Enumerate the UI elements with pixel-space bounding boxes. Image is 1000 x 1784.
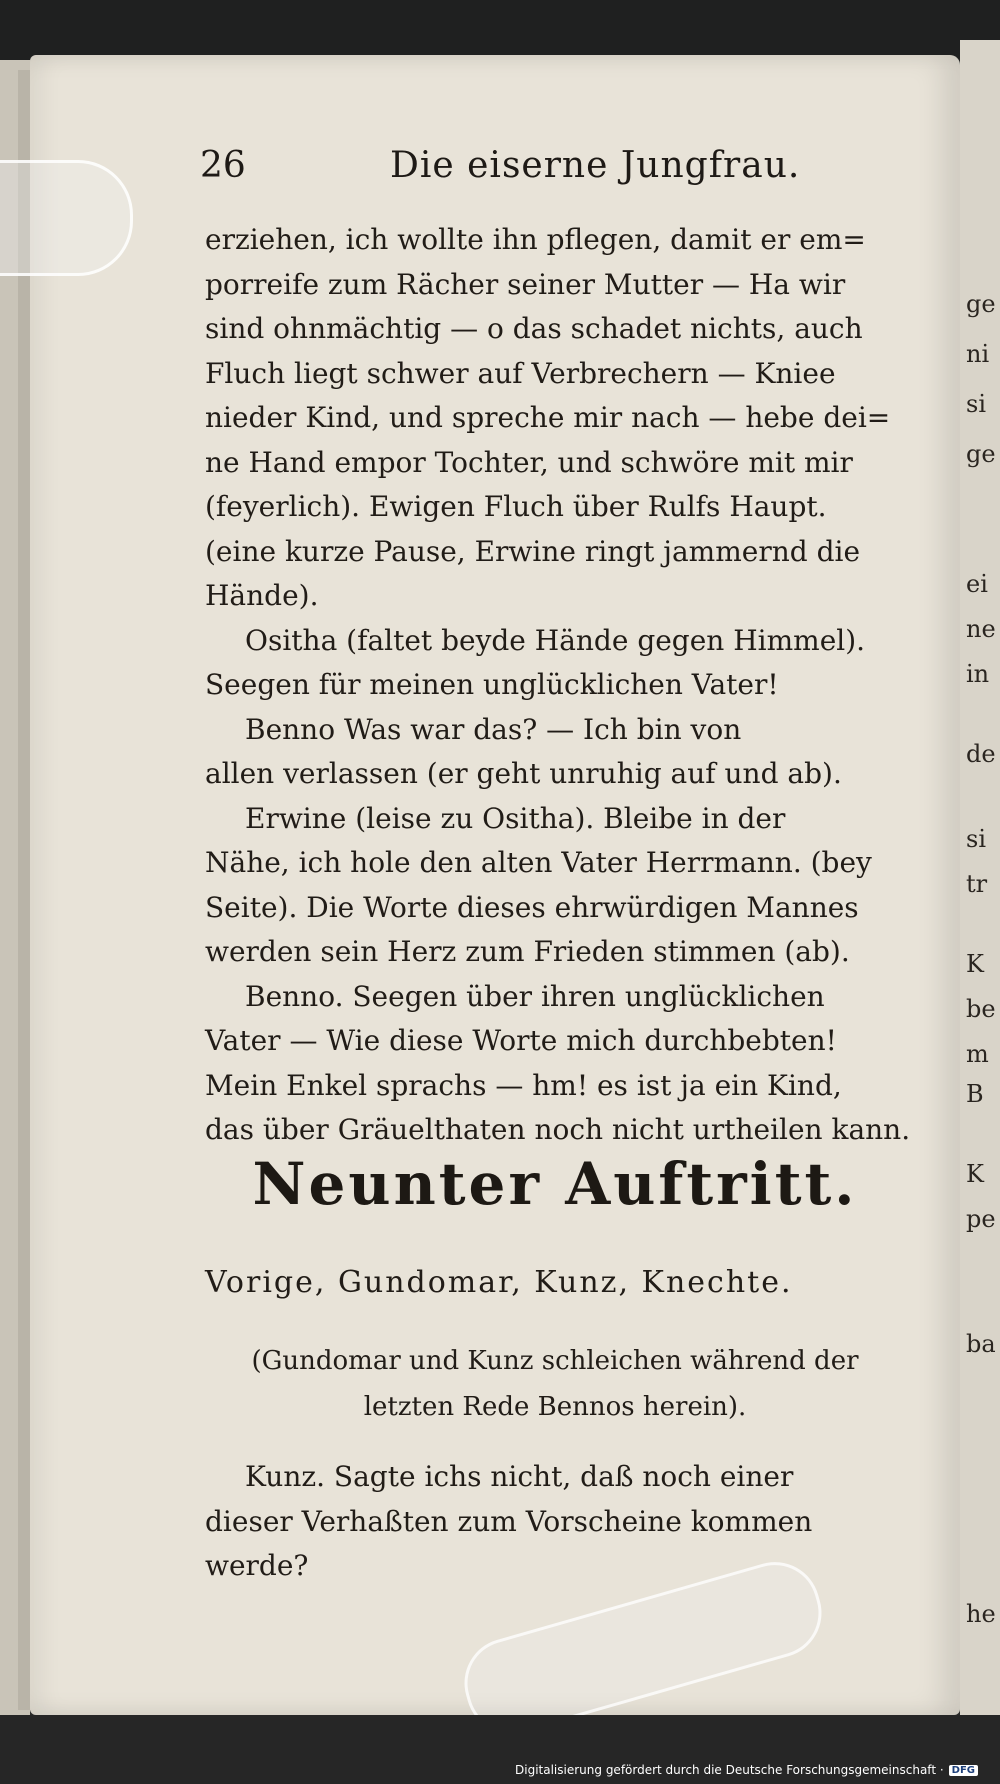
facing-page-glyph: he — [966, 1600, 996, 1628]
text-line: erziehen, ich wollte ihn pflegen, damit er em= — [205, 223, 866, 256]
facing-page-glyph: ei — [966, 570, 988, 598]
stage-direction-line: letzten Rede Bennos herein). — [363, 1392, 747, 1422]
text-line: Hände). — [205, 579, 319, 612]
facing-page-glyph: si — [966, 825, 986, 853]
credit-text: Digitalisierung gefördert durch die Deutsche Forschungsgemeinschaft · — [515, 1763, 944, 1777]
text-line: (feyerlich). Ewigen Fluch über Rulfs Haupt. — [205, 490, 827, 523]
facing-page-glyph: ge — [966, 290, 996, 318]
running-title: Die eiserne Jungfrau. — [390, 145, 801, 186]
page-header — [200, 145, 900, 195]
facing-page-glyph: B — [966, 1080, 984, 1108]
facing-page-glyph: pe — [966, 1205, 996, 1233]
facing-page-glyph: ge — [966, 440, 996, 468]
digitization-credit — [515, 1760, 978, 1780]
text-line: Seite). Die Worte dieses ehrwürdigen Mannes — [205, 890, 859, 924]
speech-text — [205, 1455, 905, 1589]
speaker-line: Benno Was war das? — Ich bin von — [245, 712, 742, 746]
page-clip — [0, 160, 133, 276]
facing-page-glyph: ne — [966, 615, 996, 643]
facing-page-glyph: be — [966, 995, 996, 1023]
text-line: sind ohnmächtig — o das schadet nichts, auch — [205, 312, 863, 345]
facing-page-glyph: de — [966, 740, 996, 768]
speaker-line: Kunz. Sagte ichs nicht, daß noch einer — [245, 1460, 794, 1493]
text-line: werde? — [205, 1549, 309, 1582]
facing-page-glyph: tr — [966, 870, 988, 898]
cast-list: Vorige, Gundomar, Kunz, Knechte. — [205, 1265, 793, 1300]
facing-page-glyph: ni — [966, 340, 990, 368]
text-line: werden sein Herz zum Frieden stimmen (ab). — [205, 935, 850, 968]
text-line: ne Hand empor Tochter, und schwöre mit mir — [205, 445, 853, 479]
scene-heading: Neunter Auftritt. — [252, 1150, 858, 1218]
speaker-line: Ositha (faltet beyde Hände gegen Himmel). — [245, 623, 866, 657]
dfg-logo: DFG — [949, 1765, 978, 1776]
text-line: dieser Verhaßten zum Vorscheine kommen — [205, 1504, 813, 1538]
text-line: porreife zum Rächer seiner Mutter — Ha wir — [205, 267, 846, 301]
text-line: allen verlassen (er geht unruhig auf und ab). — [205, 757, 842, 790]
speaker-line: Benno. Seegen über ihren unglücklichen — [245, 979, 825, 1013]
text-line: Seegen für meinen unglücklichen Vater! — [205, 668, 779, 701]
stage-direction — [195, 1338, 915, 1430]
facing-page-glyph: m — [966, 1040, 989, 1068]
text-line: Nähe, ich hole den alten Vater Herrmann. (bey — [205, 846, 872, 879]
text-line: Mein Enkel sprachs — hm! es ist ja ein Kind, — [205, 1068, 842, 1102]
body-text — [205, 218, 911, 1153]
stage-direction-line: (Gundomar und Kunz schleichen während der — [251, 1346, 859, 1376]
facing-page-glyph: K — [966, 950, 984, 978]
speaker-line: Erwine (leise zu Ositha). Bleibe in der — [245, 801, 786, 835]
text-line: (eine kurze Pause, Erwine ringt jammernd die — [205, 534, 861, 568]
facing-page-glyph: ba — [966, 1330, 996, 1358]
page-number: 26 — [200, 145, 246, 186]
text-line: das über Gräuelthaten noch nicht urtheilen kann. — [205, 1113, 911, 1146]
facing-page-glyph: si — [966, 390, 986, 418]
text-line: nieder Kind, und spreche mir nach — hebe dei= — [205, 401, 891, 434]
text-line: Fluch liegt schwer auf Verbrechern — Kniee — [205, 356, 836, 390]
facing-page-glyph: in — [966, 660, 990, 688]
facing-page-glyph: K — [966, 1160, 984, 1188]
text-line: Vater — Wie diese Worte mich durchbebten! — [205, 1024, 837, 1057]
facing-page-edge — [960, 40, 1000, 1730]
